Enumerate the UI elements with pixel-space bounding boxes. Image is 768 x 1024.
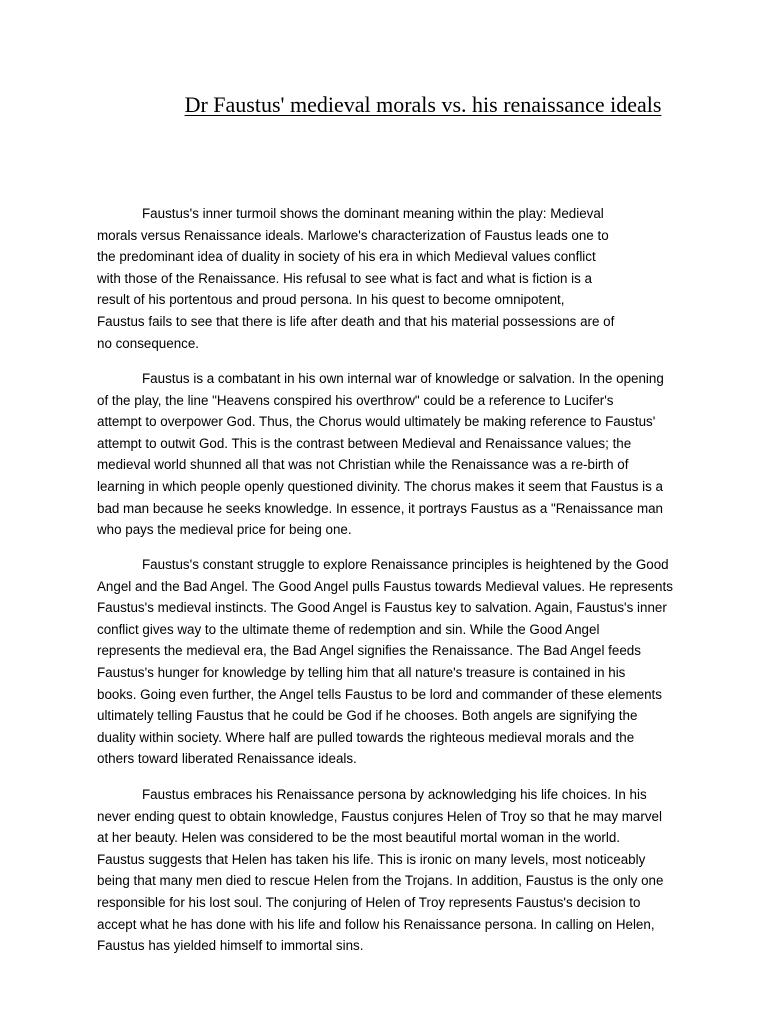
document-title-text: Dr Faustus' medieval morals vs. his renaissance ideals bbox=[184, 92, 662, 117]
paragraph-2: Faustus is a combatant in his own internal war of knowledge or salvation. In the opening of the play, the line "Heavens conspired his overthrow" could be a reference to Lucifer's attempt to overpower God. Thus, the Chorus would ultimately be making reference to Faustus' attempt to outwit God. This is the contrast between Medieval and Renaissance values; the medieval world shunned all that was not Christian while the Renaissance was a re-birth of learning in which people openly questioned divinity. The chorus makes it seem that Faustus is a bad man because he seeks knowledge. In essence, it portrays Faustus as a "Renaissance man who pays the medieval price for being one. bbox=[97, 371, 664, 538]
paragraph-3: Faustus's constant struggle to explore Renaissance principles is heightened by the Good Angel and the Bad Angel. The Good Angel pulls Faustus towards Medieval values. He represents Faustus's medieval instincts. The Good Angel is Faustus key to salvation. Again, Faustus's inner conflict gives way to the ultimate theme of redemption and sin. While the Good Angel represents the medieval era, the Bad Angel signifies the Renaissance. The Bad Angel feeds Faustus's hunger for knowledge by telling him that all nature's treasure is contained in his books. Going even further, the Angel tells Faustus to be lord and commander of these elements ultimately telling Faustus that he could be God if he chooses. Both angels are signifying the duality within society. Where half are pulled towards the righteous medieval morals and the others toward liberated Renaissance ideals. bbox=[97, 557, 673, 767]
paragraph-4: Faustus embraces his Renaissance persona by acknowledging his life choices. In his never ending quest to obtain knowledge, Faustus conjures Helen of Troy so that he may marvel at her beauty. Helen was considered to be the most beautiful mortal woman in the world. Faustus suggests that Helen has taken his life. This is ironic on many levels, most noticeably being that many men died to rescue Helen from the Trojans. In addition, Faustus is the only one responsible for his lost soul. The conjuring of Helen of Troy represents Faustus's decision to accept what he has done with his life and follow his Renaissance persona. In calling on Helen, Faustus has yielded himself to immortal sins. bbox=[97, 787, 664, 954]
paragraph-1: Faustus's inner turmoil shows the dominant meaning within the play: Medieval morals versus Renaissance ideals. Marlowe's characterization of Faustus leads one to the predominant idea of duality in society of his era in which Medieval values conflict with those of the Renaissance. His refusal to see what is fact and what is fiction is a result of his portentous and proud persona. In his quest to become omnipotent, Faustus fails to see that there is life after death and that his material possessions are of no consequence. bbox=[97, 206, 615, 351]
document-title bbox=[0, 90, 768, 120]
